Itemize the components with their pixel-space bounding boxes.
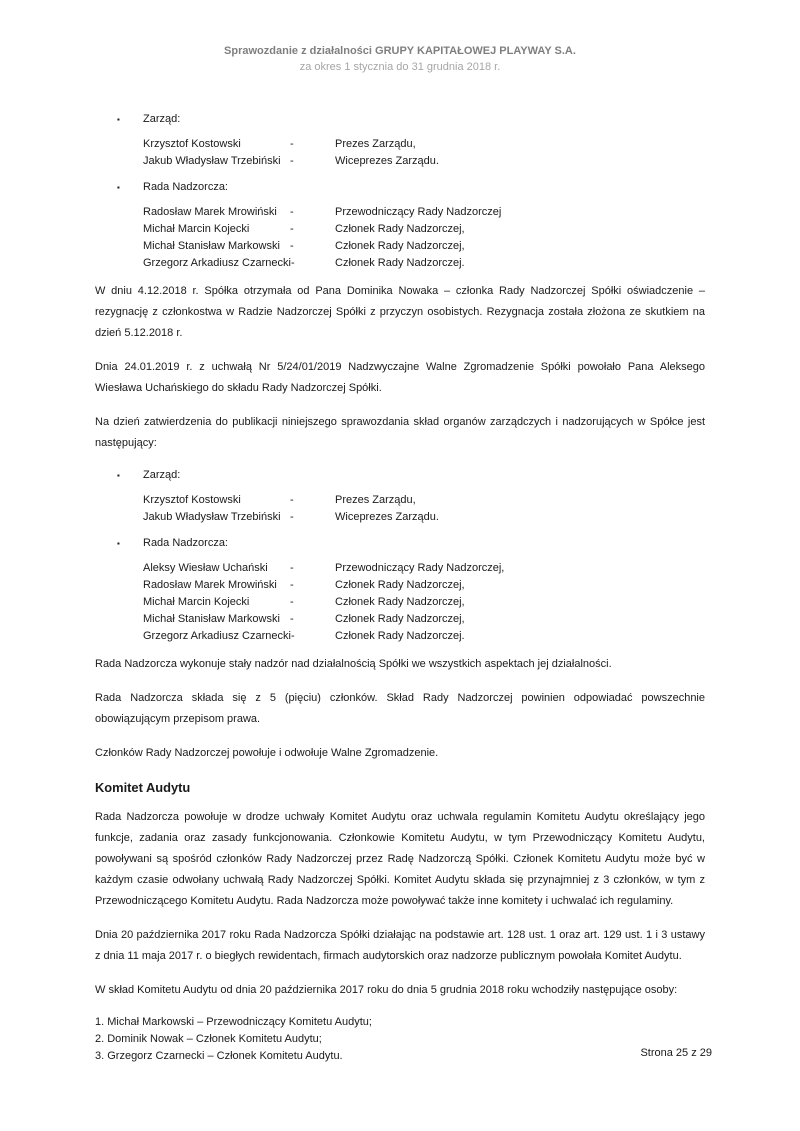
member-list — [143, 560, 705, 645]
member-role: Członek Rady Nadzorczej, — [335, 596, 465, 608]
member-role: Wiceprezes Zarządu. — [335, 511, 439, 523]
member-row — [143, 221, 705, 238]
member-row — [143, 577, 705, 594]
member-name: Radosław Marek Mrowiński — [143, 206, 277, 218]
board-composition-list-current — [95, 467, 705, 645]
member-list — [143, 204, 705, 272]
paragraph-supervisory-size: Rada Nadzorcza składa się z 5 (pięciu) członków. Skład Rady Nadzorczej powinien odpowiadać powszechnie obowiązującym przepisom prawa. — [95, 692, 705, 725]
member-dash: - — [290, 630, 295, 642]
report-subtitle: za okres 1 stycznia do 31 grudnia 2018 r. — [299, 61, 501, 73]
member-role: Przewodniczący Rady Nadzorczej — [335, 206, 502, 218]
member-dash: - — [290, 257, 295, 269]
member-name: Krzysztof Kostowski — [143, 494, 241, 506]
paragraph-audit-committee-established: Dnia 20 października 2017 roku Rada Nadzorcza Spółki działając na podstawie art. 128 ust. 1 oraz art. 129 ust. 1 i 3 ustawy z dnia 11 maja 2017 r. o biegłych rewidentach, firmach audytorskich oraz nadzorze publicznym powołała Komitet Audytu. — [95, 929, 705, 962]
member-row — [143, 153, 705, 170]
member-row — [143, 611, 705, 628]
member-dash: - — [290, 138, 294, 150]
member-role: Wiceprezes Zarządu. — [335, 155, 439, 167]
member-dash: - — [290, 579, 294, 591]
member-dash: - — [290, 613, 294, 625]
member-row — [143, 204, 705, 221]
paragraph-resignation: W dniu 4.12.2018 r. Spółka otrzymała od Pana Dominika Nowaka – członka Rady Nadzorczej Spółki oświadczenie – rezygnację z członkostwa w Radzie Nadzorczej Spółki z przyczyn osobistych. Rezygnacja została złożona ze skutkiem na dzień 5.12.2018 r. — [95, 285, 705, 339]
member-role: Prezes Zarządu, — [335, 494, 416, 506]
member-row — [143, 628, 705, 645]
member-name: Michał Stanisław Markowski — [143, 240, 280, 252]
member-role: Członek Rady Nadzorczej. — [335, 630, 465, 642]
numbered-item: 1. Michał Markowski – Przewodniczący Komitetu Audytu; — [95, 1016, 372, 1028]
numbered-item: 3. Grzegorz Czarnecki – Członek Komitetu Audytu. — [95, 1050, 343, 1062]
group-label: Rada Nadzorcza: — [143, 181, 228, 193]
member-name: Michał Marcin Kojecki — [143, 596, 250, 608]
member-row — [143, 238, 705, 255]
member-dash: - — [290, 511, 294, 523]
paragraph-current-composition-intro: Na dzień zatwierdzenia do publikacji niniejszego sprawozdania skład organów zarządczych i nadzorujących w Spółce jest następujący: — [95, 416, 705, 449]
member-role: Członek Rady Nadzorczej, — [335, 579, 465, 591]
member-name: Radosław Marek Mrowiński — [143, 579, 277, 591]
paragraph-appointment: Dnia 24.01.2019 r. z uchwałą Nr 5/24/01/2019 Nadzwyczajne Walne Zgromadzenie Spółki powołało Pana Aleksego Wiesława Uchańskiego do składu Rady Nadzorczej Spółki. — [95, 361, 705, 394]
member-name: Michał Stanisław Markowski — [143, 613, 280, 625]
member-role: Członek Rady Nadzorczej. — [335, 257, 465, 269]
management-board-group — [95, 467, 705, 526]
document-header — [95, 44, 705, 75]
member-name: Grzegorz Arkadiusz Czarnecki — [143, 257, 291, 269]
board-composition-list-previous — [95, 111, 705, 272]
square-bullet-icon: ▪ — [117, 183, 120, 192]
member-dash: - — [290, 240, 294, 252]
paragraph-audit-committee-members-intro: W skład Komitetu Audytu od dnia 20 października 2017 roku do dnia 5 grudnia 2018 roku wchodziły następujące osoby: — [95, 984, 678, 996]
member-dash: - — [290, 562, 294, 574]
member-row — [143, 594, 705, 611]
member-name: Jakub Władysław Trzebiński — [143, 511, 281, 523]
member-role: Członek Rady Nadzorczej, — [335, 613, 465, 625]
member-row — [143, 492, 705, 509]
member-dash: - — [290, 206, 294, 218]
paragraph-supervisory-oversight: Rada Nadzorcza wykonuje stały nadzór nad działalnością Spółki we wszystkich aspektach jej działalności. — [95, 658, 612, 670]
member-role: Prezes Zarządu, — [335, 138, 416, 150]
member-dash: - — [290, 223, 294, 235]
member-row — [143, 255, 705, 272]
member-row — [143, 509, 705, 526]
group-label-row — [95, 179, 705, 196]
member-name: Grzegorz Arkadiusz Czarnecki — [143, 630, 291, 642]
report-title: Sprawozdanie z działalności GRUPY KAPITAŁOWEJ PLAYWAY S.A. — [224, 45, 576, 57]
group-label: Rada Nadzorcza: — [143, 537, 228, 549]
group-label: Zarząd: — [143, 469, 181, 481]
member-dash: - — [290, 494, 294, 506]
square-bullet-icon: ▪ — [117, 115, 120, 124]
paragraph-supervisory-appointment: Członków Rady Nadzorczej powołuje i odwołuje Walne Zgromadzenie. — [95, 747, 439, 759]
member-name: Michał Marcin Kojecki — [143, 223, 250, 235]
square-bullet-icon: ▪ — [117, 539, 120, 548]
page-number: Strona 25 z 29 — [640, 1047, 712, 1059]
square-bullet-icon: ▪ — [117, 471, 120, 480]
member-list — [143, 136, 705, 170]
management-board-group — [95, 111, 705, 170]
member-role: Przewodniczący Rady Nadzorczej, — [335, 562, 505, 574]
member-dash: - — [290, 155, 294, 167]
numbered-item: 2. Dominik Nowak – Członek Komitetu Audytu; — [95, 1033, 322, 1045]
member-role: Członek Rady Nadzorczej, — [335, 240, 465, 252]
audit-committee-member-list — [95, 1014, 705, 1065]
group-label-row — [95, 467, 705, 484]
group-label-row — [95, 111, 705, 128]
member-row — [143, 560, 705, 577]
audit-committee-heading: Komitet Audytu — [95, 780, 191, 795]
group-label-row — [95, 535, 705, 552]
group-label: Zarząd: — [143, 113, 181, 125]
member-name: Krzysztof Kostowski — [143, 138, 241, 150]
paragraph-audit-committee-rules: Rada Nadzorcza powołuje w drodze uchwały Komitet Audytu oraz uchwala regulamin Komitetu Audytu określający jego funkcje, zadania oraz zasady funkcjonowania. Członkowie Komitetu Audytu, w tym Przewodniczący Komitetu Audytu, powoływani są spośród członków Rady Nadzorczej przez Radę Nadzorczą Spółki. Członek Komitetu Audytu może być w każdym czasie odwołany uchwałą Rady Nadzorczej Spółki. Komitet Audytu składa się przynajmniej z 3 członków, w tym z Przewodniczącego Komitetu Audytu. Rada Nadzorcza może powoływać także inne komitety i uchwalać ich regulaminy. — [95, 811, 705, 907]
member-list — [143, 492, 705, 526]
supervisory-board-group — [95, 179, 705, 272]
supervisory-board-group — [95, 535, 705, 645]
member-row — [143, 136, 705, 153]
member-role: Członek Rady Nadzorczej, — [335, 223, 465, 235]
member-dash: - — [290, 596, 294, 608]
member-name: Jakub Władysław Trzebiński — [143, 155, 281, 167]
member-name: Aleksy Wiesław Uchański — [143, 562, 268, 574]
